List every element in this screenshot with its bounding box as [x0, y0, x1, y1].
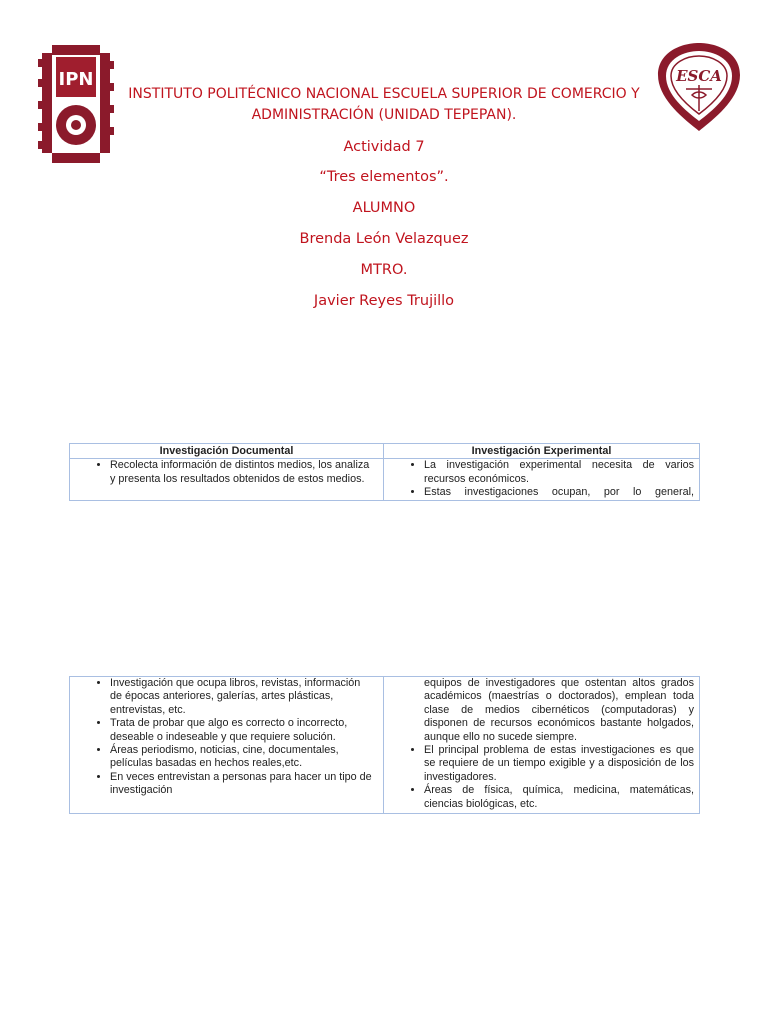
teacher-label: MTRO. [360, 262, 408, 278]
list-item: • Recolecta información de distintos medios, los analiza y presenta los resultados obtenidos de estos medios. [110, 459, 372, 486]
table-row [70, 677, 700, 814]
topic-label: “Tres elementos”. [319, 169, 449, 185]
list-item: • El principal problema de estas investigaciones es que se requiere de un tiempo exigible y a disposición de los investigadores. [424, 744, 694, 784]
institution-title-line1: INSTITUTO POLITÉCNICO NACIONAL ESCUELA SUPERIOR DE COMERCIO Y [128, 86, 640, 102]
list-item: • La investigación experimental necesita de varios recursos económicos. [424, 459, 694, 486]
documental-list [74, 459, 378, 486]
documental-cell [70, 459, 384, 500]
esca-logo [656, 41, 742, 133]
student-name: Brenda León Velazquez [299, 231, 469, 247]
activity-label: Actividad 7 [343, 139, 425, 155]
header-experimental: Investigación Experimental [384, 444, 700, 459]
continued-paragraph: equipos de investigadores que ostentan altos grados académicos (maestrías o doctorados), emplean toda clase de medios cibernéticos (computadoras) y disponen de recursos económicos bastante holgados, aunque ello no sucede siempre. [424, 677, 694, 743]
experimental-list [388, 744, 694, 811]
table-header-row [70, 444, 700, 459]
experimental-list [388, 459, 694, 499]
teacher-name: Javier Reyes Trujillo [313, 293, 455, 309]
list-item: • Estas investigaciones ocupan, por lo general, [424, 486, 694, 499]
institution-title [110, 84, 658, 126]
comparison-table-top [69, 443, 700, 501]
ipn-logo-text: IPN [58, 69, 94, 90]
documental-cell [70, 677, 384, 814]
student-label: ALUMNO [352, 200, 416, 216]
list-item: • Áreas de física, química, medicina, matemáticas, ciencias biológicas, etc. [424, 784, 694, 811]
comparison-table-bottom [69, 676, 700, 814]
list-item: • Investigación que ocupa libros, revistas, información de épocas anteriores, galerías, artes plásticas, entrevistas, etc. [110, 677, 372, 717]
experimental-cell [384, 677, 700, 814]
esca-logo-text: ESCA [676, 67, 722, 85]
documental-list [74, 677, 378, 798]
list-item: • Trata de probar que algo es correcto o incorrecto, deseable o indeseable y que requiere solución. [110, 717, 372, 744]
table-row [70, 459, 700, 500]
institution-title-line2: ADMINISTRACIÓN (UNIDAD TEPEPAN). [251, 107, 517, 123]
list-item: • Áreas periodismo, noticias, cine, documentales, películas basadas en hechos reales,etc. [110, 744, 372, 771]
experimental-cell [384, 459, 700, 500]
list-item: • En veces entrevistan a personas para hacer un tipo de investigación [110, 771, 372, 798]
header-documental: Investigación Documental [70, 444, 384, 459]
